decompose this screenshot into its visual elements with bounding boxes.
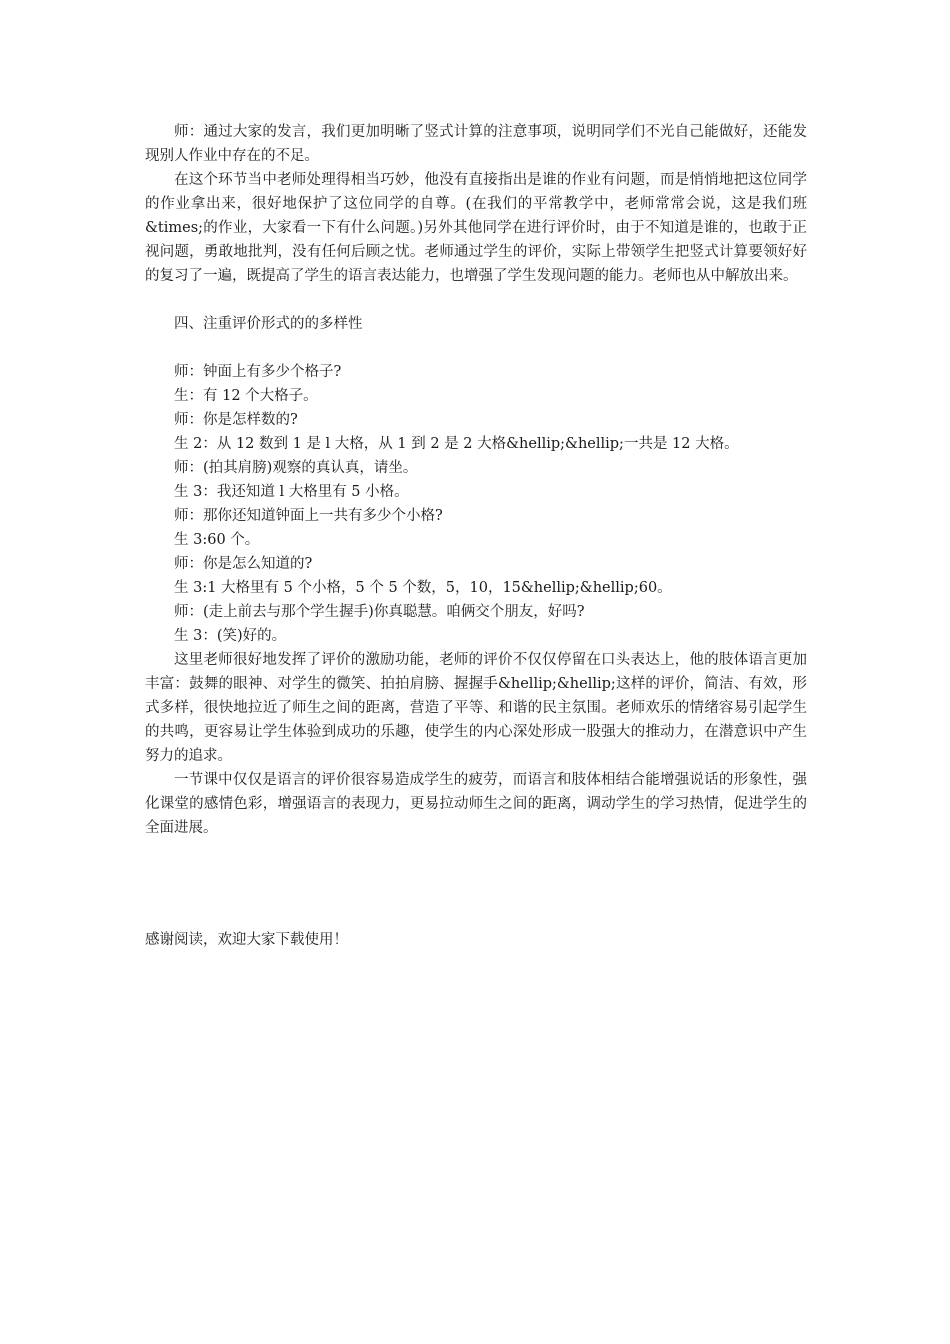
dialogue-line: 生 3:60 个。	[174, 532, 260, 548]
dialogue-line: 生 3：(笑)好的。	[174, 628, 287, 644]
spacer	[145, 288, 807, 312]
paragraph-commentary-3: 一节课中仅仅是语言的评价很容易造成学生的疲劳，而语言和肢体相结合能增强说话的形象性，强化课堂的感情色彩，增强语言的表现力，更易拉动师生之间的距离，调动学生的学习热情，促进学生的全面进展。	[145, 772, 807, 836]
dialogue-line: 师：(走上前去与那个学生握手)你真聪慧。咱俩交个朋友，好吗?	[174, 604, 585, 620]
dialogue-line: 师：那你还知道钟面上一共有多少个小格?	[174, 508, 443, 524]
section-heading: 四、注重评价形式的的多样性	[174, 316, 363, 332]
dialogue-line: 师：你是怎么知道的?	[174, 556, 313, 572]
closing-note: 感谢阅读，欢迎大家下载使用！	[145, 932, 348, 948]
paragraph-commentary-1: 在这个环节当中老师处理得相当巧妙，他没有直接指出是谁的作业有问题，而是悄悄地把这位同学的作业拿出来，很好地保护了这位同学的自尊。(在我们的平常教学中，老师常常会说，这是我们班&times;的作业，大家看一下有什么问题。)另外其他同学在进行评价时，由于不知道是谁的，也敢于正视问题，勇敢地批判，没有任何后顾之忧。老师通过学生的评价，实际上带领学生把竖式计算要领好好的复习了一遍，既提高了学生的语言表达能力，也增强了学生发现问题的能力。老师也从中解放出来。	[145, 172, 807, 284]
dialogue-line: 生：有 12 个大格子。	[174, 388, 318, 404]
dialogue-line: 师：钟面上有多少个格子?	[174, 364, 342, 380]
document-body	[145, 120, 807, 952]
dialogue-line: 师：你是怎样数的?	[174, 412, 298, 428]
dialogue-line: 生 2：从 12 数到 1 是 l 大格，从 1 到 2 是 2 大格&hellip;&hellip;一共是 12 大格。	[174, 436, 739, 452]
dialogue-line: 师：(拍其肩膀)观察的真认真，请坐。	[174, 460, 418, 476]
dialogue-line: 生 3:1 大格里有 5 个小格，5 个 5 个数，5，10，15&hellip;&hellip;60。	[174, 580, 672, 596]
spacer	[145, 840, 807, 928]
spacer	[145, 336, 807, 360]
paragraph-teacher-summary: 师：通过大家的发言，我们更加明晰了竖式计算的注意事项，说明同学们不光自己能做好，还能发现别人作业中存在的不足。	[145, 124, 807, 164]
dialogue-line: 生 3：我还知道 l 大格里有 5 小格。	[174, 484, 409, 500]
paragraph-commentary-2: 这里老师很好地发挥了评价的激励功能，老师的评价不仅仅停留在口头表达上，他的肢体语言更加丰富：鼓舞的眼神、对学生的微笑、拍拍肩膀、握握手&hellip;&hellip;这样的评价，简洁、有效，形式多样，很快地拉近了师生之间的距离，营造了平等、和谐的民主氛围。老师欢乐的情绪容易引起学生的共鸣，更容易让学生体验到成功的乐趣，使学生的内心深处形成一股强大的推动力，在潜意识中产生努力的追求。	[145, 652, 807, 764]
